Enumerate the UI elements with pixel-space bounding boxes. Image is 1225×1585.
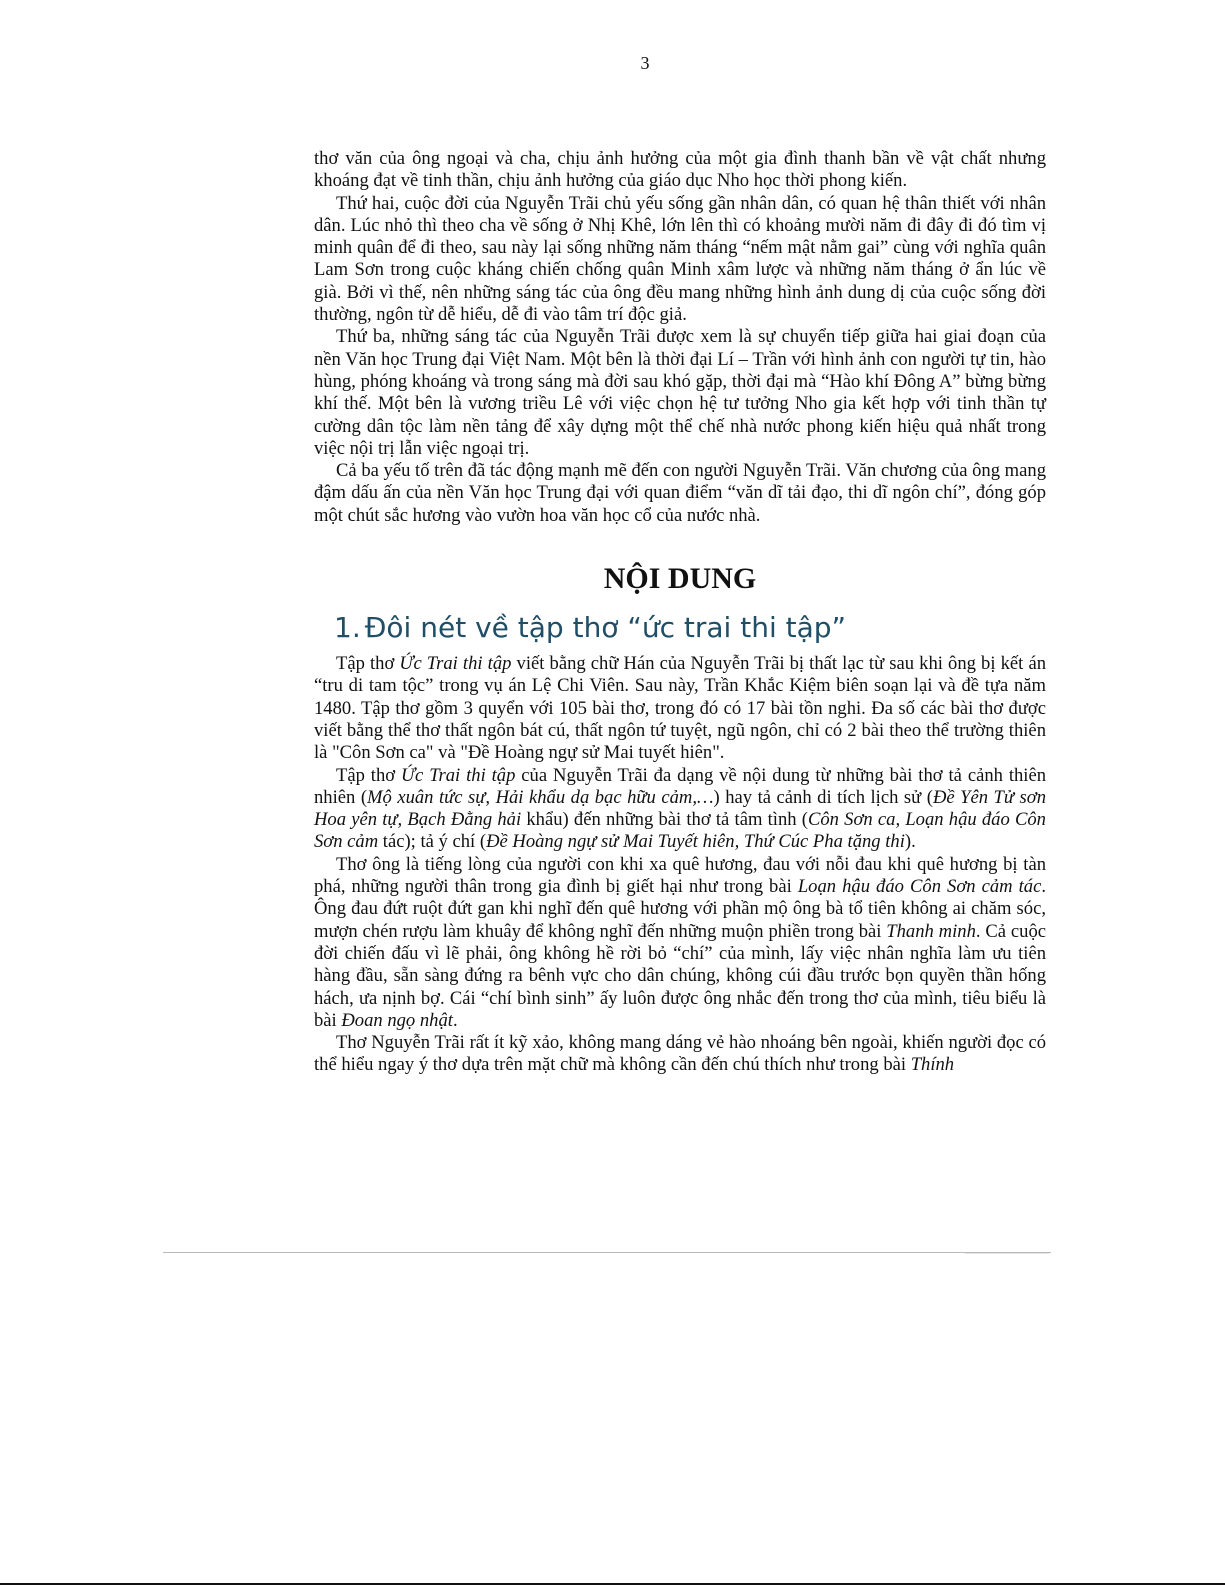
chapter-title: Đôi nét về tập thơ “ức trai thi tập”: [364, 611, 847, 645]
italic-title: Thính: [910, 1054, 955, 1076]
italic-title: Ức Trai thi tập: [399, 653, 512, 675]
intro-paragraph-1: thơ văn của ông ngoại và cha, chịu ảnh hưởng của một gia đình thanh bần về vật chất nhưng khoáng đạt về tinh thần, chịu ảnh hưởng của giáo dục Nho học thời phong kiến.: [314, 148, 1046, 192]
italic-title: Đoan ngọ nhật: [341, 1009, 453, 1031]
content-paragraph-1: Tập thơ Ức Trai thi tập viết bằng chữ Hán của Nguyễn Trãi bị thất lạc từ sau khi ông bị kết án “tru di tam tộc” trong vụ án Lệ Chi Viên. Sau này, Trần Khắc Kiệm biên soạn lại và đề tựa năm 1480. Tập thơ gồm 3 quyển với 105 bài thơ, trong đó có 17 bài tồn nghi. Đa số các bài thơ được viết bằng thể thơ thất ngôn bát cú, thất ngôn tứ tuyệt, ngũ ngôn, chỉ có 2 bài theo thể trường thiên là "Côn Sơn ca" và "Đề Hoàng ngự sử Mai tuyết hiên".: [314, 653, 1046, 764]
italic-title: Ức Trai thi tập: [401, 764, 516, 786]
content-paragraph-2: Tập thơ Ức Trai thi tập của Nguyễn Trãi đa dạng về nội dung từ những bài thơ tả cảnh thiên nhiên (Mộ xuân tức sự, Hải khẩu dạ bạc hữu cảm,…) hay tả cảnh di tích lịch sử (Đề Yên Tử sơn Hoa yên tự, Bạch Đằng hải khẩu) đến những bài thơ tả tâm tình (Côn Sơn ca, Loạn hậu đáo Côn Sơn cảm tác); tả ý chí (Đề Hoàng ngự sử Mai Tuyết hiên, Thứ Cúc Pha tặng thi).: [314, 764, 1046, 853]
italic-title: Côn Sơn ca, Loạn hậu đáo Côn Sơn cảm: [314, 809, 1046, 853]
body-text: [314, 148, 1046, 1077]
content-paragraph-3: Thơ ông là tiếng lòng của người con khi xa quê hương, đau với nỗi đau khi quê hương bị tàn phá, những người thân trong gia đình bị giết hại như trong bài Loạn hậu đáo Côn Sơn cảm tác. Ông đau đứt ruột đứt gan khi nghĩ đến quê hương với phần mộ ông bà tổ tiên không ai chăm sóc, mượn chén rượu làm khuây để không nghĩ đến những muộn phiền trong bài Thanh minh. Cả cuộc đời chiến đấu vì lẽ phải, ông không hề rời bỏ “chí” của mình, lấy việc nhân nghĩa làm ưu tiên hàng đầu, sẵn sàng đứng ra bênh vực cho dân chúng, không cúi đầu trước bọn quyền thần hống hách, ưa nịnh bợ. Cái “chí bình sinh” ấy luôn được ông nhắc đến trong thơ của mình, tiêu biểu là bài Đoan ngọ nhật.: [314, 853, 1047, 1031]
chapter-number: 1.: [334, 611, 361, 645]
footer-faint-mark: [965, 1253, 1049, 1254]
footer-divider: [163, 1252, 1051, 1253]
chapter-heading: [334, 611, 1046, 645]
italic-title: Thanh minh: [886, 920, 976, 942]
italic-title: Loạn hậu đáo Côn Sơn cảm tác: [797, 876, 1042, 898]
intro-paragraph-3: Thứ ba, những sáng tác của Nguyễn Trãi được xem là sự chuyển tiếp giữa hai giai đoạn của nền Văn học Trung đại Việt Nam. Một bên là thời đại Lí – Trần với hình ảnh con người tự tin, hào hùng, phóng khoáng và trong sáng mà đời sau khó gặp, thời đại mà “Hào khí Đông A” bừng bừng khí thế. Một bên là vương triều Lê với việc chọn hệ tư tưởng Nho gia kết hợp với tinh thần tự cường dân tộc làm nền tảng để xây dựng một thể chế nhà nước phong kiến hiệu quả nhất trong việc nội trị lẫn việc ngoại trị.: [314, 326, 1046, 459]
intro-paragraph-2: Thứ hai, cuộc đời của Nguyễn Trãi chủ yếu sống gần nhân dân, có quan hệ thân thiết với nhân dân. Lúc nhỏ thì theo cha về sống ở Nhị Khê, lớn lên thì có khoảng mười năm đi đây đi đó tìm vị minh quân để đi theo, sau này lại sống những năm tháng “nếm mật nằm gai” cùng với nghĩa quân Lam Sơn trong cuộc kháng chiến chống quân Minh xâm lược và những năm tháng ở ẩn lúc về già. Bởi vì thế, nên những sáng tác của ông đều mang những hình ảnh dung dị của cuộc sống đời thường, ngôn từ dễ hiểu, dễ đi vào tâm trí độc giả.: [314, 192, 1046, 326]
italic-title: Mộ xuân tức sự, Hải khẩu dạ bạc hữu cảm,…: [367, 786, 714, 808]
italic-title: Đề Hoàng ngự sử Mai Tuyết hiên, Thứ Cúc Pha tặng thi: [486, 831, 905, 853]
intro-paragraph-4: Cả ba yếu tố trên đã tác động mạnh mẽ đến con người Nguyễn Trãi. Văn chương của ông mang đậm dấu ấn của nền Văn học Trung đại với quan điểm “văn dĩ tải đạo, thi dĩ ngôn chí”, đóng góp một chút sắc hương vào vườn hoa văn học cổ của nước nhà.: [314, 460, 1046, 526]
section-title: NỘI DUNG: [603, 562, 757, 596]
italic-title: Đề Yên Tử sơn Hoa yên tự, Bạch Đằng hải: [314, 786, 1046, 831]
page-number: 3: [640, 53, 650, 73]
content-paragraph-4: Thơ Nguyễn Trãi rất ít kỹ xảo, không mang dáng vẻ hào nhoáng bên ngoài, khiến người đọc có thể hiểu ngay ý thơ dựa trên mặt chữ mà không cần đến chú thích như trong bài Thính: [314, 1032, 1046, 1076]
